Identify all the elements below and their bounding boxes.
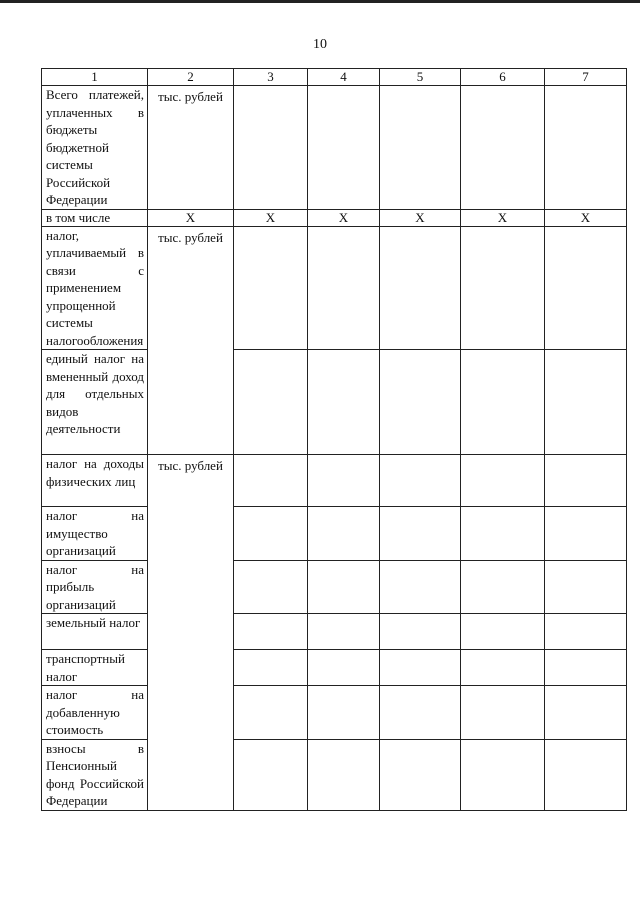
row-label: транспортный налог bbox=[42, 650, 148, 686]
table-row bbox=[42, 739, 627, 810]
value-cell bbox=[461, 455, 545, 507]
unit-cell: тыс. рублей bbox=[148, 455, 234, 811]
row-label: взносы в Пенсионный фонд Российской Федерации bbox=[42, 739, 148, 810]
table-row bbox=[42, 86, 627, 210]
column-number: 3 bbox=[234, 69, 308, 86]
value-cell bbox=[308, 686, 380, 740]
value-cell bbox=[461, 86, 545, 210]
row-label: налог на добавленную стоимость bbox=[42, 686, 148, 740]
value-cell bbox=[234, 507, 308, 561]
table-row bbox=[42, 226, 627, 350]
value-cell bbox=[308, 507, 380, 561]
row-label: единый налог на вмененный доход для отдельных видов деятельности bbox=[42, 350, 148, 455]
x-mark: X bbox=[308, 209, 380, 226]
value-cell bbox=[308, 226, 380, 350]
value-cell bbox=[234, 86, 308, 210]
column-number: 7 bbox=[545, 69, 627, 86]
x-mark: X bbox=[545, 209, 627, 226]
table-row bbox=[42, 614, 627, 650]
unit-cell: тыс. рублей bbox=[148, 86, 234, 210]
row-label: налог на доходы физических лиц bbox=[42, 455, 148, 507]
value-cell bbox=[461, 614, 545, 650]
value-cell bbox=[234, 350, 308, 455]
value-cell bbox=[380, 86, 461, 210]
value-cell bbox=[545, 739, 627, 810]
value-cell bbox=[380, 560, 461, 614]
value-cell bbox=[461, 560, 545, 614]
value-cell bbox=[461, 226, 545, 350]
value-cell bbox=[234, 455, 308, 507]
value-cell bbox=[545, 614, 627, 650]
table-row bbox=[42, 455, 627, 507]
table-row bbox=[42, 560, 627, 614]
value-cell bbox=[234, 739, 308, 810]
row-label: в том числе bbox=[42, 209, 148, 226]
value-cell bbox=[461, 739, 545, 810]
value-cell bbox=[545, 507, 627, 561]
value-cell bbox=[308, 560, 380, 614]
value-cell bbox=[308, 614, 380, 650]
table-row bbox=[42, 507, 627, 561]
value-cell bbox=[545, 650, 627, 686]
value-cell bbox=[234, 650, 308, 686]
value-cell bbox=[308, 350, 380, 455]
value-cell bbox=[545, 226, 627, 350]
value-cell bbox=[461, 350, 545, 455]
column-number: 6 bbox=[461, 69, 545, 86]
value-cell bbox=[234, 226, 308, 350]
value-cell bbox=[380, 226, 461, 350]
value-cell bbox=[234, 686, 308, 740]
value-cell bbox=[380, 650, 461, 686]
value-cell bbox=[380, 614, 461, 650]
value-cell bbox=[461, 507, 545, 561]
row-label: Всего платежей, уплаченных в бюджеты бюджетной системы Российской Федерации bbox=[42, 86, 148, 210]
row-label: налог на имущество организаций bbox=[42, 507, 148, 561]
unit-cell: тыс. рублей bbox=[148, 226, 234, 455]
row-label: налог, уплачиваемый в связи с применением упрощенной системы налогообложения bbox=[42, 226, 148, 350]
value-cell bbox=[545, 560, 627, 614]
value-cell bbox=[380, 686, 461, 740]
x-mark: X bbox=[234, 209, 308, 226]
payments-table bbox=[41, 68, 627, 811]
value-cell bbox=[234, 560, 308, 614]
x-mark: X bbox=[461, 209, 545, 226]
row-label: земельный налог bbox=[42, 614, 148, 650]
table-row bbox=[42, 650, 627, 686]
top-rule bbox=[0, 0, 640, 3]
value-cell bbox=[380, 507, 461, 561]
column-number-row bbox=[42, 69, 627, 86]
x-mark: X bbox=[380, 209, 461, 226]
value-cell bbox=[380, 455, 461, 507]
table-row bbox=[42, 686, 627, 740]
value-cell bbox=[308, 650, 380, 686]
row-label: налог на прибыль организаций bbox=[42, 560, 148, 614]
page-number: 10 bbox=[313, 37, 327, 52]
value-cell bbox=[308, 455, 380, 507]
value-cell bbox=[380, 350, 461, 455]
column-number: 2 bbox=[148, 69, 234, 86]
column-number: 4 bbox=[308, 69, 380, 86]
column-number: 1 bbox=[42, 69, 148, 86]
column-number: 5 bbox=[380, 69, 461, 86]
value-cell bbox=[234, 614, 308, 650]
table-row bbox=[42, 209, 627, 226]
value-cell bbox=[545, 86, 627, 210]
value-cell bbox=[461, 686, 545, 740]
value-cell bbox=[308, 739, 380, 810]
value-cell bbox=[545, 350, 627, 455]
value-cell bbox=[380, 739, 461, 810]
table-row bbox=[42, 350, 627, 455]
value-cell bbox=[461, 650, 545, 686]
x-mark: X bbox=[148, 209, 234, 226]
value-cell bbox=[308, 86, 380, 210]
value-cell bbox=[545, 686, 627, 740]
value-cell bbox=[545, 455, 627, 507]
